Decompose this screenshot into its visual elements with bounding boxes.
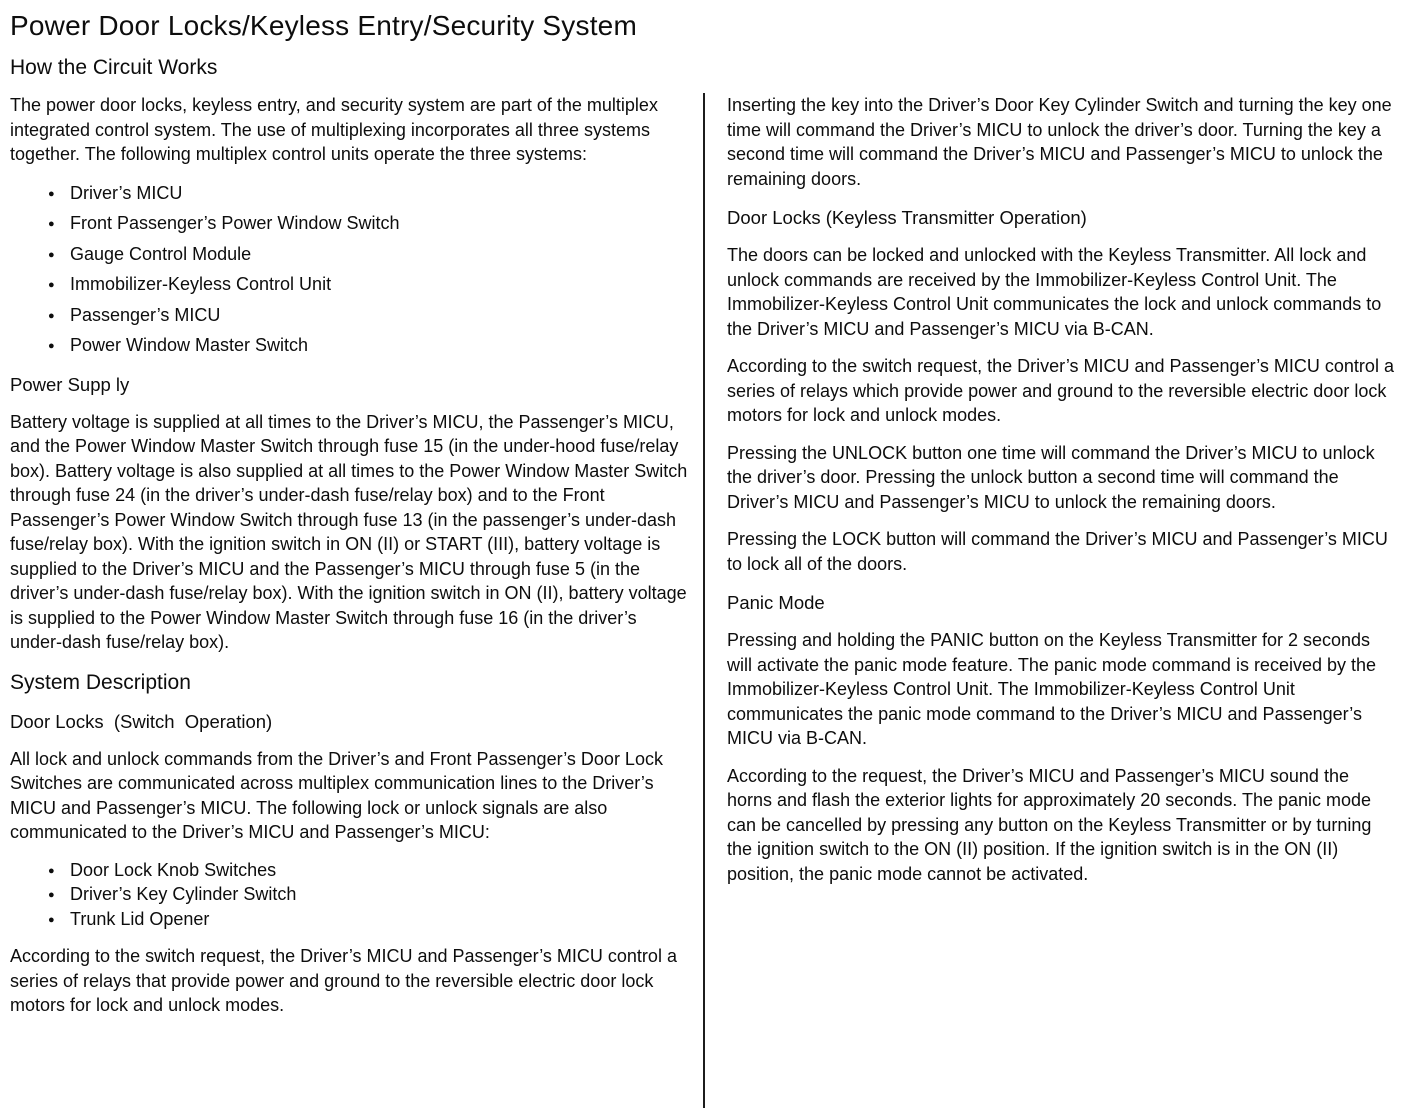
page-title: Power Door Locks/Keyless Entry/Security System xyxy=(10,10,637,41)
section-heading-how-the-circuit-works: How the Circuit Works xyxy=(10,56,218,79)
list-item: ● Passenger’s MICU xyxy=(10,303,691,328)
panic-mode-paragraph-2: According to the request, the Driver’s MICU and Passenger’s MICU sound the horns and flash the exterior lights for approximately 20 seconds. The panic mode can be cancelled by pressing any button on the Keyless Transmitter or by turning the ignition switch to the ON (II) position. If the ignition switch is in the ON (II) position, the panic mode cannot be activated. xyxy=(727,765,1372,884)
list-item: ● Door Lock Knob Switches xyxy=(10,858,691,883)
right-column xyxy=(705,93,1398,899)
door-locks-keyless-transmitter-heading: Door Locks (Keyless Transmitter Operation) xyxy=(727,207,1087,228)
two-column-layout xyxy=(10,93,1398,1108)
panic-mode-heading: Panic Mode xyxy=(727,592,825,613)
switch-request-paragraph: According to the switch request, the Driver’s MICU and Passenger’s MICU control a series of relays that provide power and ground to the reversible electric door lock motors for lock and unlock modes. xyxy=(10,946,677,1015)
list-item: ● Driver’s MICU xyxy=(10,181,691,206)
list-item: ● Driver’s Key Cylinder Switch xyxy=(10,882,691,907)
door-locks-switch-paragraph: All lock and unlock commands from the Driver’s and Front Passenger’s Door Lock Switches are communicated across multiplex communication lines to the Driver’s MICU and Passenger’s MICU. The following lock or unlock signals are also communicated to the Driver’s MICU and Passenger’s MICU: xyxy=(10,748,663,842)
list-item: ● Trunk Lid Opener xyxy=(10,907,691,932)
left-column xyxy=(10,93,703,1031)
door-locks-switch-operation-heading: Door Locks (Switch Operation) xyxy=(10,710,273,732)
lock-button-paragraph: Pressing the LOCK button will command the Driver’s MICU and Passenger’s MICU to lock all of the doors. xyxy=(727,529,1388,574)
intro-paragraph: The power door locks, keyless entry, and security system are part of the multiplex integrated control system. The use of multiplexing incorporates all three systems together. The following multiplex control units operate the three systems: xyxy=(10,95,658,164)
list-item: ● Gauge Control Module xyxy=(10,242,691,267)
lock-signals-list xyxy=(10,858,691,932)
key-cylinder-paragraph: Inserting the key into the Driver’s Door Key Cylinder Switch and turning the key one time will command the Driver’s MICU to unlock the driver’s door. Turning the key a second time will command the Driver’s MICU and Passenger’s MICU to unlock the remaining doors. xyxy=(727,95,1392,189)
list-item: ● Front Passenger’s Power Window Switch xyxy=(10,211,691,236)
system-description-heading: System Description xyxy=(10,670,191,694)
power-supply-paragraph: Battery voltage is supplied at all times to the Driver’s MICU, the Passenger’s MICU, and the Power Window Master Switch through fuse 15 (in the under-hood fuse/relay box). Battery voltage is also supplied at all times to the Power Window Master Switch through fuse 24 (in the driver’s under-dash fuse/relay box) and to the Front Passenger’s Power Window Switch through fuse 13 (in the passenger’s under-dash fuse/relay box). With the ignition switch in ON (II) or START (III), battery voltage is supplied to the Driver’s MICU and the Passenger’s MICU through fuse 5 (in the driver’s under-dash fuse/relay box). With the ignition switch in ON (II), battery voltage is supplied to the Power Window Master Switch through fuse 16 (in the driver’s under-dash fuse/relay box). xyxy=(10,411,688,652)
keyless-transmitter-paragraph-2: According to the switch request, the Driver’s MICU and Passenger’s MICU control a series of relays which provide power and ground to the reversible electric door lock motors for lock and unlock modes. xyxy=(727,356,1394,425)
power-supply-heading: Power Supp ly xyxy=(10,373,130,395)
panic-mode-paragraph-1: Pressing and holding the PANIC button on the Keyless Transmitter for 2 seconds will activate the panic mode feature. The panic mode command is received by the Immobilizer-Keyless Control Unit. The Immobilizer-Keyless Control Unit communicates the panic mode command to the Driver’s MICU and Passenger’s MICU via B-CAN. xyxy=(727,630,1377,748)
unlock-button-paragraph: Pressing the UNLOCK button one time will command the Driver’s MICU to unlock the driver’s door. Pressing the unlock button a second time will command the Driver’s MICU and Passenger’s MICU to unlock the remaining doors. xyxy=(727,442,1375,512)
keyless-transmitter-paragraph-1: The doors can be locked and unlocked with the Keyless Transmitter. All lock and unlock commands are received by the Immobilizer-Keyless Control Unit. The Immobilizer-Keyless Control Unit communicates the lock and unlock commands to the Driver’s MICU and Passenger’s MICU via B-CAN. xyxy=(727,245,1382,339)
list-item: ● Immobilizer-Keyless Control Unit xyxy=(10,272,691,297)
control-units-list xyxy=(10,181,691,358)
list-item: ● Power Window Master Switch xyxy=(10,333,691,358)
